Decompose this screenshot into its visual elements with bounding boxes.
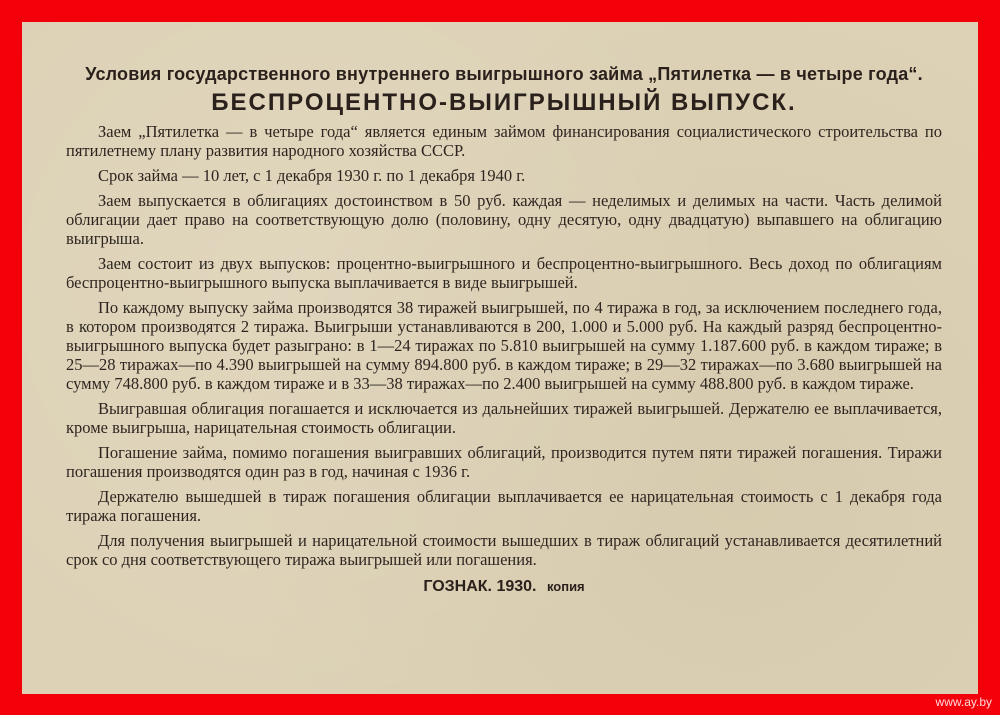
paragraph-9: Для получения выигрышей и нарицательной стоимости вышедших в тираж облигаций устанавливается десятилетний срок со дня соответствующего тиража выигрышей или погашения.: [66, 531, 942, 569]
copy-note: копия: [546, 579, 585, 594]
bond-reverse-sheet: [22, 22, 978, 694]
site-watermark: www.ay.by: [935, 695, 992, 709]
paragraph-1: Заем „Пятилетка — в четыре года“ является единым займом финансирования социалистического строительства по пятилетнему плану развития народного хозяйства СССР.: [66, 122, 942, 160]
paragraph-5: По каждому выпуску займа производятся 38 тиражей выигрышей, по 4 тиража в год, за исключением последнего года, в котором производятся 2 тиража. Выигрыши устанавливаются в 200, 1.000 и 5.000 руб. На каждый разряд беспроцентно-выигрышного выпуска будет разыграно: в 1—24 тиражах по 5.810 выигрышей на сумму 1.187.600 руб. в каждом тираже; в 25—28 тиражах—по 4.390 выигрышей на сумму 894.800 руб. в каждом тираже; в 29—32 тиражах—по 3.680 выигрышей на сумму 748.800 руб. в каждом тираже и в 33—38 тиражах—по 2.400 выигрышей на сумму 488.800 руб. в каждом тираже.: [66, 298, 942, 393]
bond-terms-text: [66, 62, 942, 597]
paragraph-8: Держателю вышедшей в тираж погашения облигации выплачивается ее нарицательная стоимость с 1 декабря года тиража погашения.: [66, 487, 942, 525]
document-subtitle: БЕСПРОЦЕНТНО-ВЫИГРЫШНЫЙ ВЫПУСК.: [211, 89, 797, 116]
document-title: Условия государственного внутреннего выигрышного займа „Пятилетка — в четыре года“.: [85, 64, 923, 84]
paragraph-2: Срок займа — 10 лет, с 1 декабря 1930 г. по 1 декабря 1940 г.: [98, 166, 526, 185]
printer-imprint: [66, 577, 942, 597]
paragraph-4: Заем состоит из двух выпусков: процентно-выигрышного и беспроцентно-выигрышного. Весь доход по облигациям беспроцентно-выигрышного выпуска выплачивается в виде выигрышей.: [66, 254, 942, 292]
paragraph-7: Погашение займа, помимо погашения выигравших облигаций, производится путем пяти тиражей погашения. Тиражи погашения производятся один раз в год, начиная с 1936 г.: [66, 443, 942, 481]
paragraph-6: Выигравшая облигация погашается и исключается из дальнейших тиражей выигрышей. Держателю ее выплачивается, кроме выигрыша, нарицательная стоимость облигации.: [66, 399, 942, 437]
paragraph-3: Заем выпускается в облигациях достоинством в 50 руб. каждая — неделимых и делимых на части. Часть делимой облигации дает право на соответствующую долю (половину, одну десятую, одну двадцатую) выпавшего на облигацию выигрыша.: [66, 191, 942, 248]
imprint-text: ГОЗНАК. 1930.: [423, 578, 537, 595]
